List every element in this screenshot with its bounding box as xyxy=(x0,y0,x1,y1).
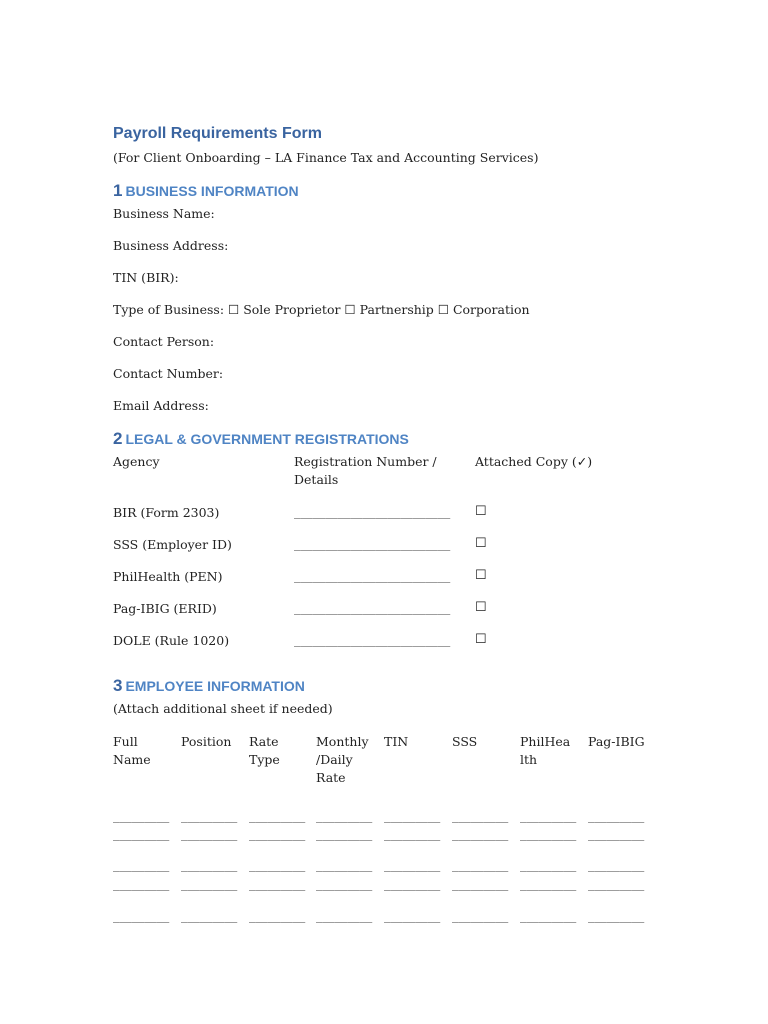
col-header-position: Position xyxy=(181,734,232,749)
employee-blank[interactable]: _________ xyxy=(384,826,441,841)
col-header-full-name: Full Name xyxy=(113,734,151,767)
employee-blank[interactable]: _________ xyxy=(316,857,373,872)
employee-blank[interactable]: _________ xyxy=(384,808,441,823)
employee-blank[interactable]: _________ xyxy=(452,876,509,891)
employee-blank[interactable]: _________ xyxy=(181,908,238,923)
employee-blank[interactable]: _________ xyxy=(520,876,577,891)
employee-blank[interactable]: _________ xyxy=(316,876,373,891)
registration-blank[interactable]: _________________________ xyxy=(294,568,451,583)
agency-pagibig: Pag-IBIG (ERID) xyxy=(113,601,217,616)
section3-heading xyxy=(113,676,305,696)
col-header-agency: Agency xyxy=(113,454,160,469)
col-header-attached: Attached Copy (✓) xyxy=(475,454,593,469)
col-header-registration: Registration Number / Details xyxy=(294,454,437,487)
employee-blank[interactable]: _________ xyxy=(520,808,577,823)
section3-note: (Attach additional sheet if needed) xyxy=(113,701,333,716)
employee-blank[interactable]: _________ xyxy=(588,808,645,823)
section2-heading xyxy=(113,429,409,449)
employee-blank[interactable]: _________ xyxy=(588,826,645,841)
attached-checkbox[interactable]: ☐ xyxy=(475,632,487,647)
employee-blank[interactable]: _________ xyxy=(316,908,373,923)
attached-checkbox[interactable]: ☐ xyxy=(475,600,487,615)
employee-blank[interactable]: _________ xyxy=(384,876,441,891)
employee-blank[interactable]: _________ xyxy=(316,808,373,823)
section1-heading xyxy=(113,181,299,201)
employee-blank[interactable]: _________ xyxy=(452,857,509,872)
attached-checkbox[interactable]: ☐ xyxy=(475,568,487,583)
registration-blank[interactable]: _________________________ xyxy=(294,504,451,519)
col-header-sss: SSS xyxy=(452,734,478,749)
employee-blank[interactable]: _________ xyxy=(520,857,577,872)
employee-blank[interactable]: _________ xyxy=(249,876,306,891)
employee-blank[interactable]: _________ xyxy=(113,908,170,923)
business-type-field[interactable]: Type of Business: ☐ Sole Proprietor ☐ Partnership ☐ Corporation xyxy=(113,302,530,317)
col-header-pagibig: Pag-IBIG xyxy=(588,734,645,749)
employee-blank[interactable]: _________ xyxy=(249,808,306,823)
col-header-tin: TIN xyxy=(384,734,409,749)
employee-blank[interactable]: _________ xyxy=(452,908,509,923)
section1-number: 1 xyxy=(113,181,123,200)
employee-blank[interactable]: _________ xyxy=(384,857,441,872)
section3-title: EMPLOYEE INFORMATION xyxy=(125,678,305,694)
business-address-field[interactable]: Business Address: xyxy=(113,238,229,253)
employee-blank[interactable]: _________ xyxy=(181,808,238,823)
registration-blank[interactable]: _________________________ xyxy=(294,632,451,647)
tin-field[interactable]: TIN (BIR): xyxy=(113,270,179,285)
employee-blank[interactable]: _________ xyxy=(316,826,373,841)
contact-number-field[interactable]: Contact Number: xyxy=(113,366,224,381)
attached-checkbox[interactable]: ☐ xyxy=(475,536,487,551)
col-header-monthly-daily-rate: Monthly /Daily Rate xyxy=(316,734,369,785)
form-title: Payroll Requirements Form xyxy=(113,125,322,142)
attached-checkbox[interactable]: ☐ xyxy=(475,504,487,519)
registration-blank[interactable]: _________________________ xyxy=(294,536,451,551)
employee-blank[interactable]: _________ xyxy=(113,857,170,872)
employee-blank[interactable]: _________ xyxy=(113,826,170,841)
agency-bir: BIR (Form 2303) xyxy=(113,505,220,520)
business-name-field[interactable]: Business Name: xyxy=(113,206,215,221)
col-header-philhealth: PhilHealth xyxy=(520,734,571,767)
employee-blank[interactable]: _________ xyxy=(249,908,306,923)
form-subtitle: (For Client Onboarding – LA Finance Tax and Accounting Services) xyxy=(113,150,539,165)
employee-blank[interactable]: _________ xyxy=(588,857,645,872)
employee-blank[interactable]: _________ xyxy=(588,908,645,923)
employee-blank[interactable]: _________ xyxy=(181,826,238,841)
employee-blank[interactable]: _________ xyxy=(452,826,509,841)
section1-title: BUSINESS INFORMATION xyxy=(125,183,299,199)
section2-number: 2 xyxy=(113,429,123,448)
employee-blank[interactable]: _________ xyxy=(384,908,441,923)
employee-blank[interactable]: _________ xyxy=(113,876,170,891)
employee-blank[interactable]: _________ xyxy=(452,808,509,823)
agency-sss: SSS (Employer ID) xyxy=(113,537,232,552)
section2-title: LEGAL & GOVERNMENT REGISTRATIONS xyxy=(125,431,409,447)
agency-philhealth: PhilHealth (PEN) xyxy=(113,569,223,584)
employee-blank[interactable]: _________ xyxy=(520,826,577,841)
registration-blank[interactable]: _________________________ xyxy=(294,600,451,615)
section3-number: 3 xyxy=(113,676,123,695)
employee-blank[interactable]: _________ xyxy=(181,857,238,872)
employee-blank[interactable]: _________ xyxy=(249,826,306,841)
employee-blank[interactable]: _________ xyxy=(249,857,306,872)
employee-blank[interactable]: _________ xyxy=(181,876,238,891)
col-header-rate-type: Rate Type xyxy=(249,734,280,767)
email-address-field[interactable]: Email Address: xyxy=(113,398,209,413)
employee-blank[interactable]: _________ xyxy=(588,876,645,891)
employee-blank[interactable]: _________ xyxy=(520,908,577,923)
agency-dole: DOLE (Rule 1020) xyxy=(113,633,230,648)
contact-person-field[interactable]: Contact Person: xyxy=(113,334,215,349)
employee-blank[interactable]: _________ xyxy=(113,808,170,823)
